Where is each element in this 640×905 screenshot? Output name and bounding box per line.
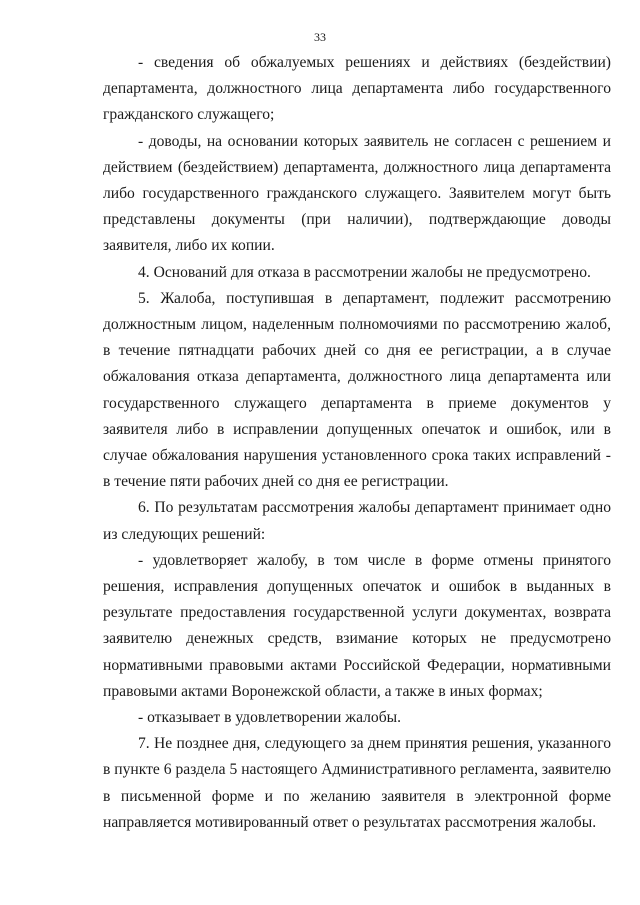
paragraph-satisfies-complaint: - удовлетворяет жалобу, в том числе в форме отмены принятого решения, исправления допущенных опечаток и ошибок в выданных в результате предоставления государственной услуги документах, возврата заявителю денежных средств, взимание которых не предусмотрено нормативными правовыми актами Российской Федерации, нормативными правовыми актами Воронежской области, а также в иных формах; (103, 551, 611, 700)
document-body (103, 50, 611, 836)
paragraph-refuses-complaint: - отказывает в удовлетворении жалобы. (138, 709, 402, 727)
paragraph-item-4: 4. Оснований для отказа в рассмотрении жалобы не предусмотрено. (138, 263, 591, 281)
paragraph-item-6: 6. По результатам рассмотрения жалобы департамент принимает одно из следующих решений: (103, 499, 611, 543)
paragraph-appealed-decisions: - сведения об обжалуемых решениях и действиях (бездействии) департамента, должностного лица департамента либо государственного гражданского служащего; (103, 54, 611, 124)
paragraph-item-7: 7. Не позднее дня, следующего за днем принятия решения, указанного в пункте 6 раздела 5 настоящего Административного регламента, заявителю в письменной форме и по желанию заявителя в электронной форме направляется мотивированный ответ о результатах рассмотрения жалобы. (103, 735, 612, 831)
page-number: 33 (314, 30, 326, 44)
paragraph-item-5: 5. Жалоба, поступившая в департамент, подлежит рассмотрению должностным лицом, наделенным полномочиями по рассмотрению жалоб, в течение пятнадцати рабочих дней со дня ее регистрации, а в случае обжалования отказа департамента, должностного лица департамента или государственного служащего департамента в приеме документов у заявителя либо в исправлении допущенных опечаток и ошибок, или в случае обжалования нарушения установленного срока таких исправлений - в течение пяти рабочих дней со дня ее регистрации. (103, 289, 611, 491)
paragraph-applicant-arguments: - доводы, на основании которых заявитель не согласен с решением и действием (бездействием) департамента, должностного лица департамента либо государственного гражданского служащего. Заявителем могут быть представлены документы (при наличии), подтверждающие доводы заявителя, либо их копии. (103, 132, 611, 255)
